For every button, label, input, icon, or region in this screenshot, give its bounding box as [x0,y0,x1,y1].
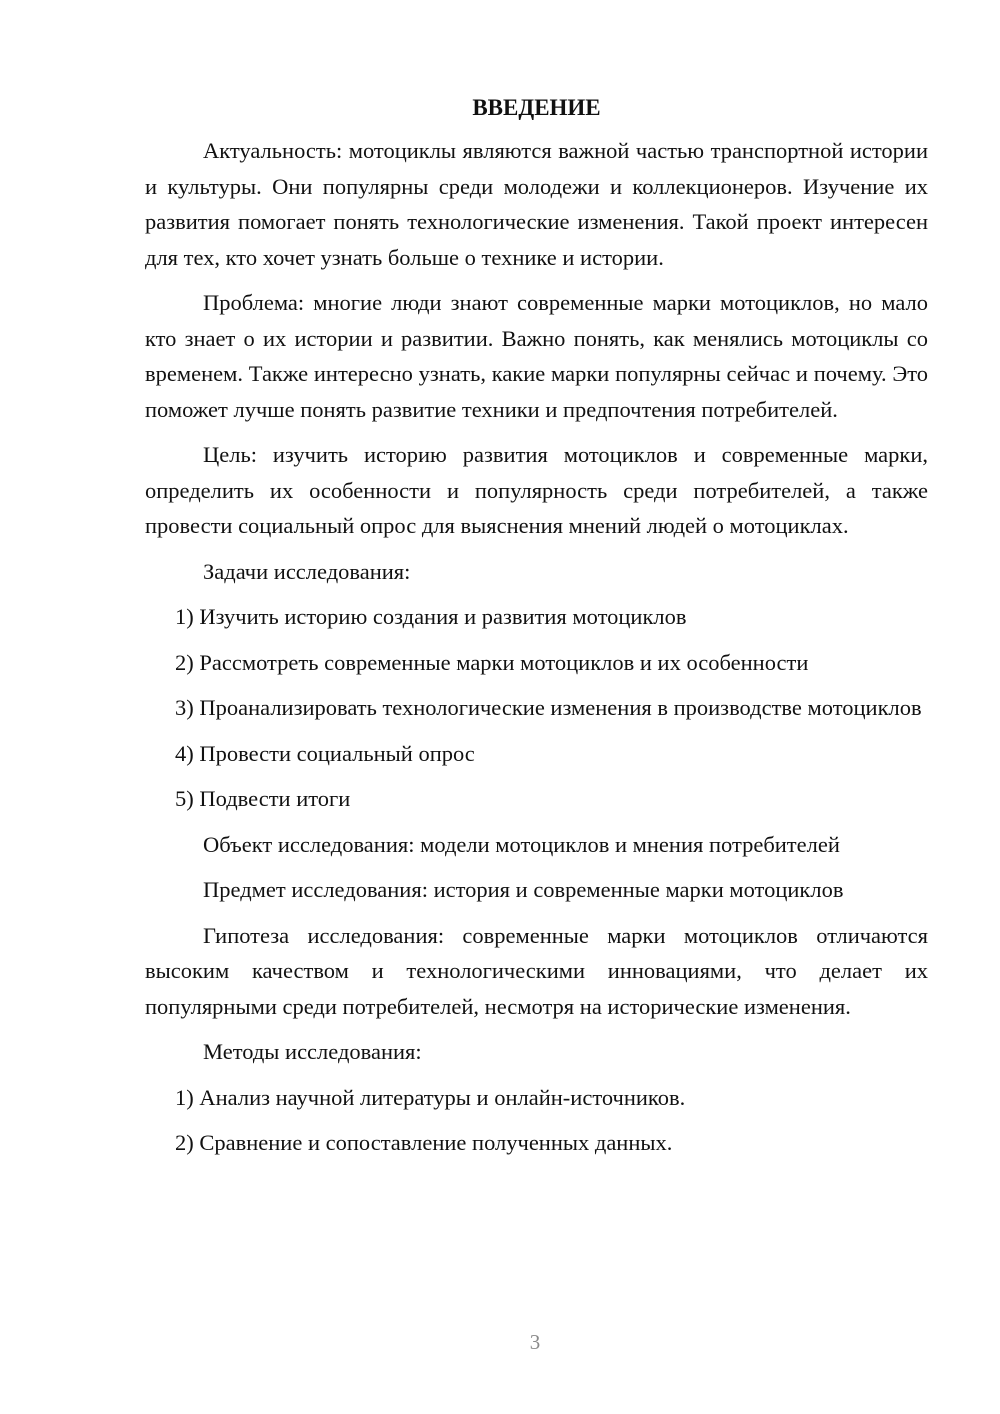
paragraph-methods-title: Методы исследования: [203,1039,422,1064]
paragraph-subject: Предмет исследования: история и современные марки мотоциклов [203,877,844,902]
task-item-2: 2) Рассмотреть современные марки мотоциклов и их особенности [175,649,809,675]
paragraph-goal: Цель: изучить историю развития мотоциклов и современные марки, определить их особенности и популярность среди потребителей, а также провести социальный опрос для выяснения мнений людей о мотоциклах. [145,442,928,538]
paragraph-tasks-title: Задачи исследования: [203,558,411,584]
task-item-1: 1) Изучить историю создания и развития мотоциклов [175,604,687,629]
method-item-2: 2) Сравнение и сопоставление полученных данных. [175,1130,673,1155]
paragraph-problem: Проблема: многие люди знают современные марки мотоциклов, но мало кто знает о их истории и развитии. Важно понять, как менялись мотоциклы со временем. Также интересно узнать, какие марки популярны сейчас и почему. Это поможет лучше понять развитие техники и предпочтения потребителей. [145,290,928,422]
task-item-4: 4) Провести социальный опрос [175,740,475,766]
task-item-3: 3) Проанализировать технологические изменения в производстве мотоциклов [175,695,922,720]
section-heading: ВВЕДЕНИЕ [472,95,601,120]
document-page [145,90,928,1171]
method-item-1: 1) Анализ научной литературы и онлайн-источников. [175,1084,686,1110]
paragraph-object: Объект исследования: модели мотоциклов и мнения потребителей [203,831,840,857]
paragraph-hypothesis: Гипотеза исследования: современные марки мотоциклов отличаются высоким качеством и технологическими инновациями, что делает их популярными среди потребителей, несмотря на исторические изменения. [145,922,928,1019]
task-item-5: 5) Подвести итоги [175,786,351,811]
paragraph-relevance: Актуальность: мотоциклы являются важной частью транспортной истории и культуры. Они популярны среди молодежи и коллекционеров. Изучение их развития помогает понять технологические изменения. Такой проект интересен для тех, кто хочет узнать больше о технике и истории. [145,138,928,270]
page-number: 3 [529,1330,541,1354]
